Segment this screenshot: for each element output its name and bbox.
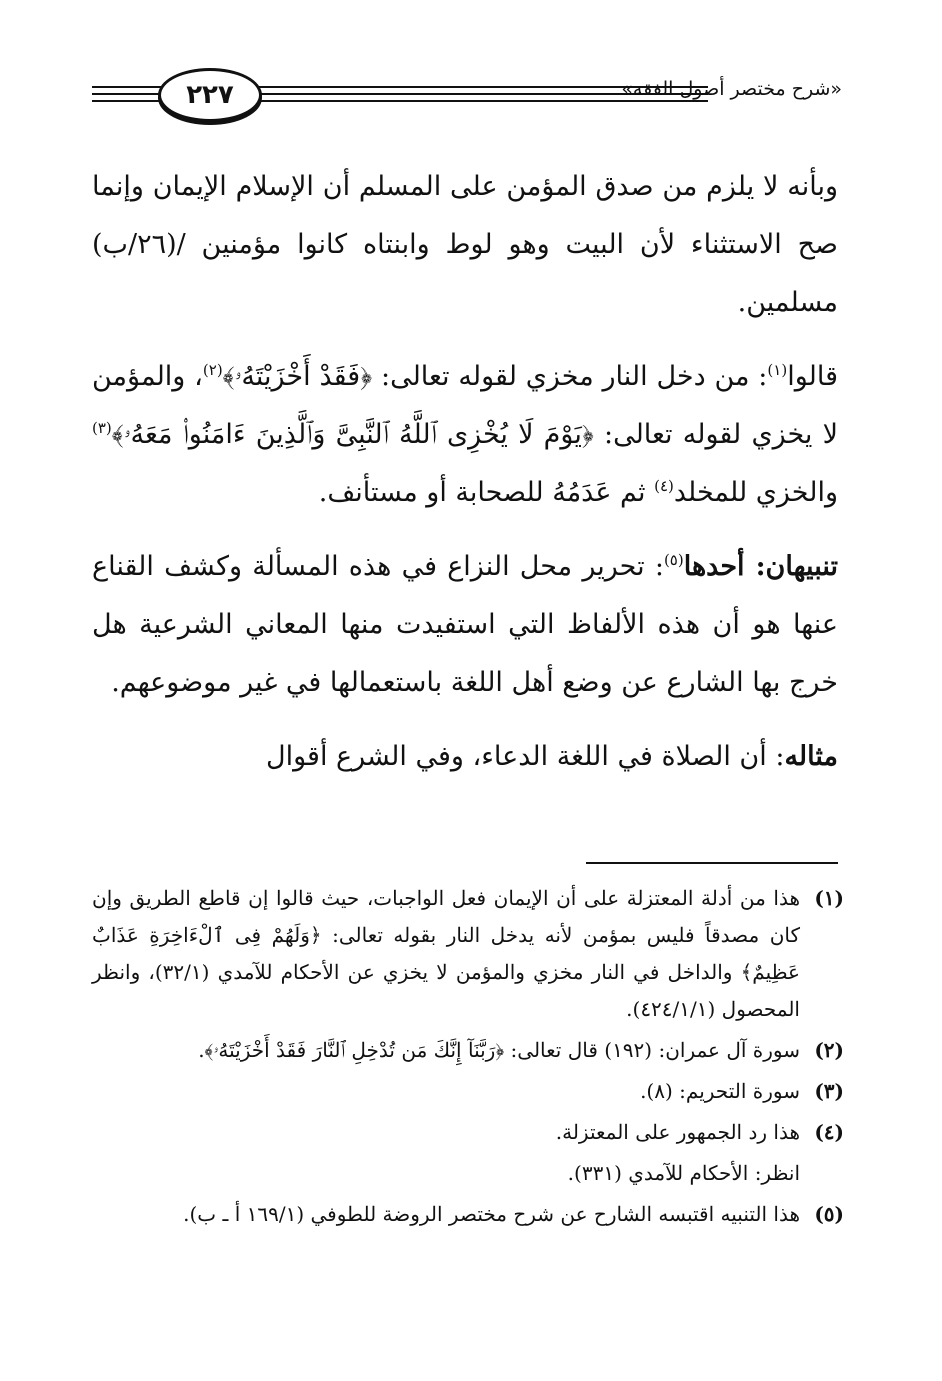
footnote-3 — [92, 1073, 844, 1110]
header-rule — [256, 100, 708, 102]
text-segment: قالوا — [787, 361, 839, 392]
footnotes — [92, 880, 844, 1237]
header-rule — [92, 100, 164, 102]
running-title: «شرح مختصر أصول الفقه» — [621, 78, 842, 100]
page-number: ٢٢٧ — [158, 68, 262, 122]
footnote-text: هذا رد الجمهور على المعتزلة. — [555, 1120, 800, 1144]
text-segment: ثم عَدَمُهُ للصحابة أو مستأنف. — [318, 477, 655, 508]
paragraph-3 — [92, 538, 838, 712]
bold-lead: تنبيهان: أحدها — [683, 551, 839, 582]
footnote-4-continued — [92, 1155, 844, 1192]
text-segment: : تحرير محل النزاع في هذه المسألة وكشف القناع عنها هو أن هذه الألفاظ التي استفيدت منها المعاني الشرعية هل خرج بها الشارع عن وضع أهل اللغة باستعمالها في غير موضوعهم. — [92, 551, 838, 698]
paragraph-1: وبأنه لا يلزم من صدق المؤمن على المسلم أن الإسلام الإيمان وإنما صح الاستثناء لأن البيت وهو لوط وابنتاه كانوا مؤمنين /(٢٦/ب) مسلمين. — [92, 171, 838, 318]
footnote-number: (٥) — [814, 1202, 844, 1226]
footnote-number: (٤) — [814, 1120, 844, 1144]
header-rule — [92, 86, 164, 88]
footnote-marker: (٤) — [654, 477, 674, 495]
footnote-text: هذا التنبيه اقتبسه الشارح عن شرح مختصر الروضة للطوفي (١٦٩/١ أ ـ ب). — [183, 1202, 800, 1226]
text-segment: : من دخل النار مخزي لقوله تعالى: ﴿فَقَدْ أَخْزَيْتَهُۥ﴾ — [222, 361, 768, 392]
paragraph-4 — [92, 728, 838, 786]
footnote-text: سورة آل عمران: (١٩٢) قال تعالى: ﴿رَبَّنَآ إِنَّكَ مَن تُدْخِلِ ٱلنَّارَ فَقَدْ أَخْزَيْتَهُۥ﴾. — [198, 1038, 800, 1062]
footnote-number — [800, 1155, 844, 1192]
page-header — [92, 64, 842, 120]
footnote-4 — [92, 1114, 844, 1151]
footnote-number: (١) — [814, 886, 844, 910]
text-segment: : أن الصلاة في اللغة الدعاء، وفي الشرع أقوال — [265, 741, 785, 772]
footnote-1 — [92, 880, 844, 1028]
footnote-marker: (٢) — [202, 361, 223, 379]
header-rule — [92, 93, 164, 95]
footnote-marker: (٥) — [663, 551, 684, 569]
paragraph-2 — [92, 348, 838, 522]
footnote-5 — [92, 1196, 844, 1233]
footnote-text: انظر: الأحكام للآمدي (٣٣١). — [567, 1161, 800, 1185]
footnote-marker: (٣) — [92, 419, 112, 437]
text-segment: والخزي للمخلد — [673, 477, 838, 508]
bold-lead: مثاله — [784, 741, 838, 772]
footnote-text: هذا من أدلة المعتزلة على أن الإيمان فعل الواجبات، حيث قالوا إن قاطع الطريق وإن كان مصدقاً فليس بمؤمن لأنه يدخل النار بقوله تعالى: ﴿وَلَهُمْ فِى ٱلْءَاخِرَةِ عَذَابٌ عَظِيمٌ﴾ والداخل في النار مخزي والمؤمن لا يخزي عن الأحكام للآمدي (٣٢/١)، وانظر المحصول (٤٢٤/١/١). — [92, 886, 800, 1021]
footnote-2 — [92, 1032, 844, 1069]
footnote-marker: (١) — [767, 361, 788, 379]
main-text — [92, 158, 838, 802]
text-segment: ، والمؤمن لا يخزي لقوله تعالى: ﴿يَوْمَ لَا يُخْزِى ٱللَّهُ ٱلنَّبِىَّ وَٱلَّذِينَ ءَامَنُوا۟ مَعَهُۥ﴾ — [92, 361, 838, 450]
footnote-number: (٢) — [814, 1038, 844, 1062]
footnote-number: (٣) — [814, 1079, 844, 1103]
footnote-text: سورة التحريم: (٨). — [640, 1079, 800, 1103]
footnote-separator — [586, 862, 838, 864]
